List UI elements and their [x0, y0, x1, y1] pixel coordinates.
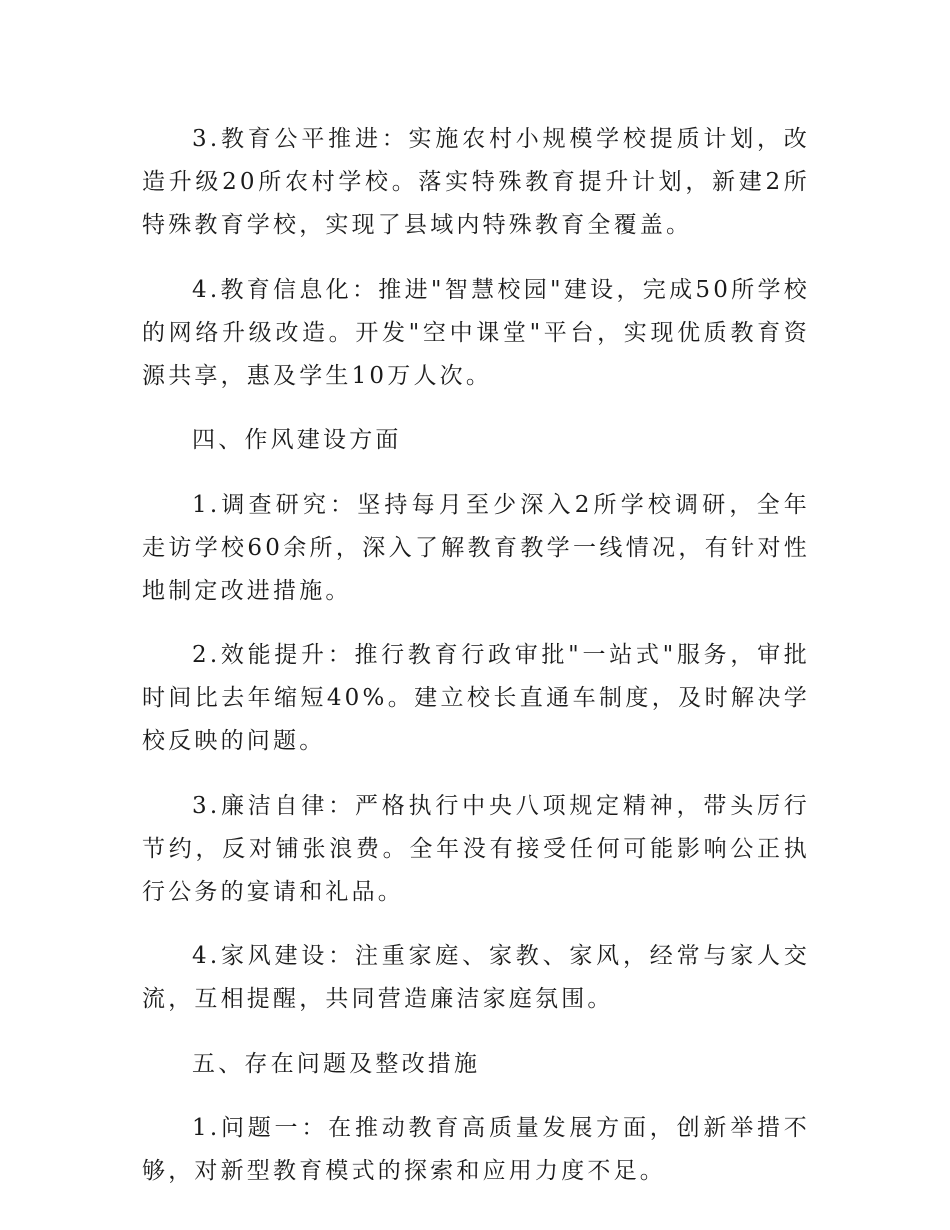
section-heading-work-style: 四、作风建设方面: [192, 427, 402, 453]
paragraph-education-equity: 3.教育公平推进：实施农村小规模学校提质计划，改造升级20所农村学校。落实特殊教育提升计划，新建2所特殊教育学校，实现了县域内特殊教育全覆盖。: [142, 126, 810, 238]
paragraph-education-informatization: 4.教育信息化：推进"智慧校园"建设，完成50所学校的网络升级改造。开发"空中课堂"平台，实现优质教育资源共享，惠及学生10万人次。: [142, 276, 810, 389]
document-body: [142, 118, 810, 1215]
paragraph-family-style: 4.家风建设：注重家庭、家教、家风，经常与家人交流，互相提醒，共同营造廉洁家庭氛围。: [142, 943, 810, 1012]
paragraph-investigation-research: 1.调查研究：坚持每月至少深入2所学校调研，全年走访学校60余所，深入了解教育教学一线情况，有针对性地制定改进措施。: [142, 491, 810, 604]
paragraph-problem-one: 1.问题一：在推动教育高质量发展方面，创新举措不够，对新型教育模式的探索和应用力度不足。: [142, 1115, 810, 1184]
section-heading-problems-rectification: 五、存在问题及整改措施: [192, 1050, 481, 1077]
paragraph-integrity-self-discipline: 3.廉洁自律：严格执行中央八项规定精神，带头厉行节约，反对铺张浪费。全年没有接受任何可能影响公正执行公务的宴请和礼品。: [142, 792, 810, 905]
paragraph-efficiency-improvement: 2.效能提升：推行教育行政审批"一站式"服务，审批时间比去年缩短40%。建立校长直通车制度，及时解决学校反映的问题。: [142, 642, 810, 754]
